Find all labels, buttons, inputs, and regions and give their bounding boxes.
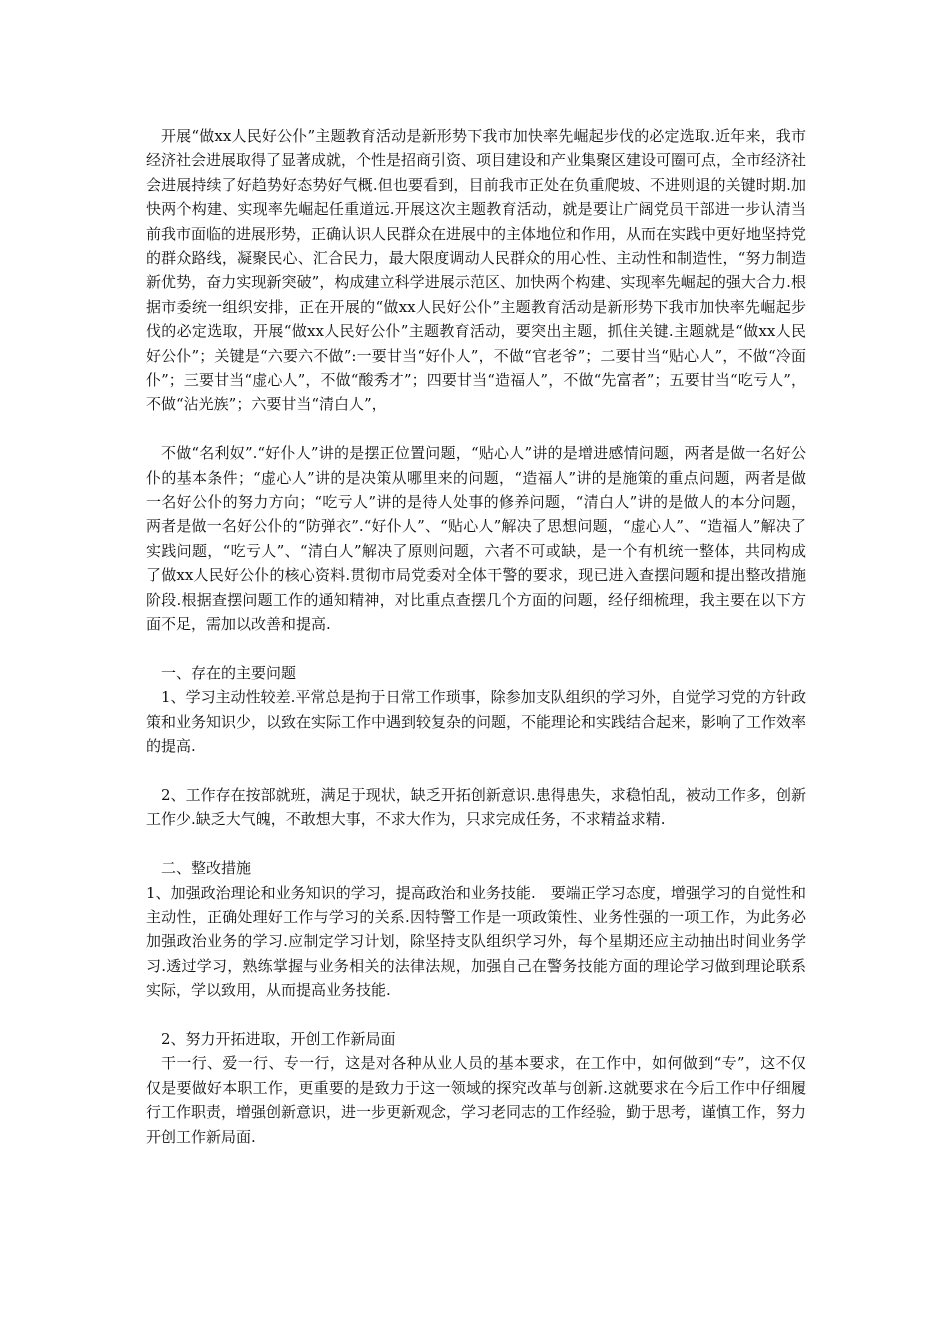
spacer — [146, 832, 806, 856]
spacer — [146, 759, 806, 783]
spacer — [146, 637, 806, 661]
section-heading-problems: 一、存在的主要问题 — [161, 663, 297, 682]
document-body — [146, 124, 806, 1149]
section-heading-measures: 二、整改措施 — [161, 859, 252, 878]
problem-item-1: 1、学习主动性较差.平常总是拘于日常工作琐事，除参加支队组织的学习外，自觉学习党的方针政策和业务知识少，以致在实际工作中遇到较复杂的问题，不能理论和实践结合起来，影响了工作效率的提高. — [146, 688, 807, 756]
measure-item-2-title: 2、努力开拓进取，开创工作新局面 — [161, 1029, 396, 1048]
measure-item-1: 1、加强政治理论和业务知识的学习，提高政治和业务技能. 要端正学习态度，增强学习的自觉性和主动性，正确处理好工作与学习的关系.因特警工作是一项政策性、业务性强的一项工作，为此务必加强政治业务的学习.应制定学习计划，除坚持支队组织学习外，每个星期还应主动抽出时间业务学习.透过学习，熟练掌握与业务相关的法律法规，加强自己在警务技能方面的理论学习做到理论联系实际，学以致用，从而提高业务技能. — [146, 883, 806, 1000]
problem-item-2: 2、工作存在按部就班，满足于现状，缺乏开拓创新意识.患得患失，求稳怕乱，被动工作多，创新工作少.缺乏大气魄，不敢想大事，不求大作为，只求完成任务，不求精益求精. — [146, 785, 806, 829]
paragraph-intro: 开展“做xx人民好公仆”主题教育活动是新形势下我市加快率先崛起步伐的必定选取.近年来，我市经济社会进展取得了显著成就，个性是招商引资、项目建设和产业集聚区建设可圈可点，全市经济社会进展持续了好趋势好态势好气概.但也要看到，目前我市正处在负重爬坡、不进则退的关键时期.加快两个构建、实现率先崛起任重道远.开展这次主题教育活动，就是要让广阔党员干部进一步认清当前我市面临的进展形势，正确认识人民群众在进展中的主体地位和作用，从而在实践中更好地坚持党的群众路线，凝聚民心、汇合民力，最大限度调动人民群众的用心性、主动性和制造性，“努力制造新优势，奋力实现新突破”，构成建立科学进展示范区、加快两个构建、实现率先崛起的强大合力.根据市委统一组织安排，正在开展的“做xx人民好公仆”主题教育活动是新形势下我市加快率先崛起步伐的必定选取，开展“做xx人民好公仆”主题教育活动，要突出主题，抓住关键.主题就是“做xx人民好公仆”；关键是“六要六不做”:一要甘当“好仆人”，不做“官老爷”；二要甘当“贴心人”，不做“冷面仆”；三要甘当“虚心人”，不做“酸秀才”；四要甘当“造福人”，不做“先富者”；五要甘当“吃亏人”，不做“沾光族”；六要甘当“清白人”， — [146, 127, 807, 414]
paragraph-continuation: 不做“名利奴”.“好仆人”讲的是摆正位置问题，“贴心人”讲的是增进感情问题，两者是做一名好公仆的基本条件；“虚心人”讲的是决策从哪里来的问题，“造福人”讲的是施策的重点问题，两者是做一名好公仆的努力方向；“吃亏人”讲的是待人处事的修养问题，“清白人”讲的是做人的本分问题，两者是做一名好公仆的“防弹衣”.“好仆人”、“贴心人”解决了思想问题，“虚心人”、“造福人”解决了实践问题，“吃亏人”、“清白人”解决了原则问题，六者不可或缺，是一个有机统一整体，共同构成了做xx人民好公仆的核心资料.贯彻市局党委对全体干警的要求，现已进入查摆问题和提出整改措施阶段.根据查摆问题工作的通知精神，对比重点查摆几个方面的问题，经仔细梳理，我主要在以下方面不足，需加以改善和提高. — [146, 444, 806, 634]
spacer — [146, 1003, 806, 1027]
spacer — [146, 417, 806, 441]
measure-item-2-body: 干一行、爱一行、专一行，这是对各种从业人员的基本要求，在工作中，如何做到“专”，这不仅仅是要做好本职工作，更重要的是致力于这一领域的探究改革与创新.这就要求在今后工作中仔细履行工作职责，增强创新意识，进一步更新观念，学习老同志的工作经验，勤于思考，谨慎工作，努力开创工作新局面. — [146, 1054, 807, 1146]
